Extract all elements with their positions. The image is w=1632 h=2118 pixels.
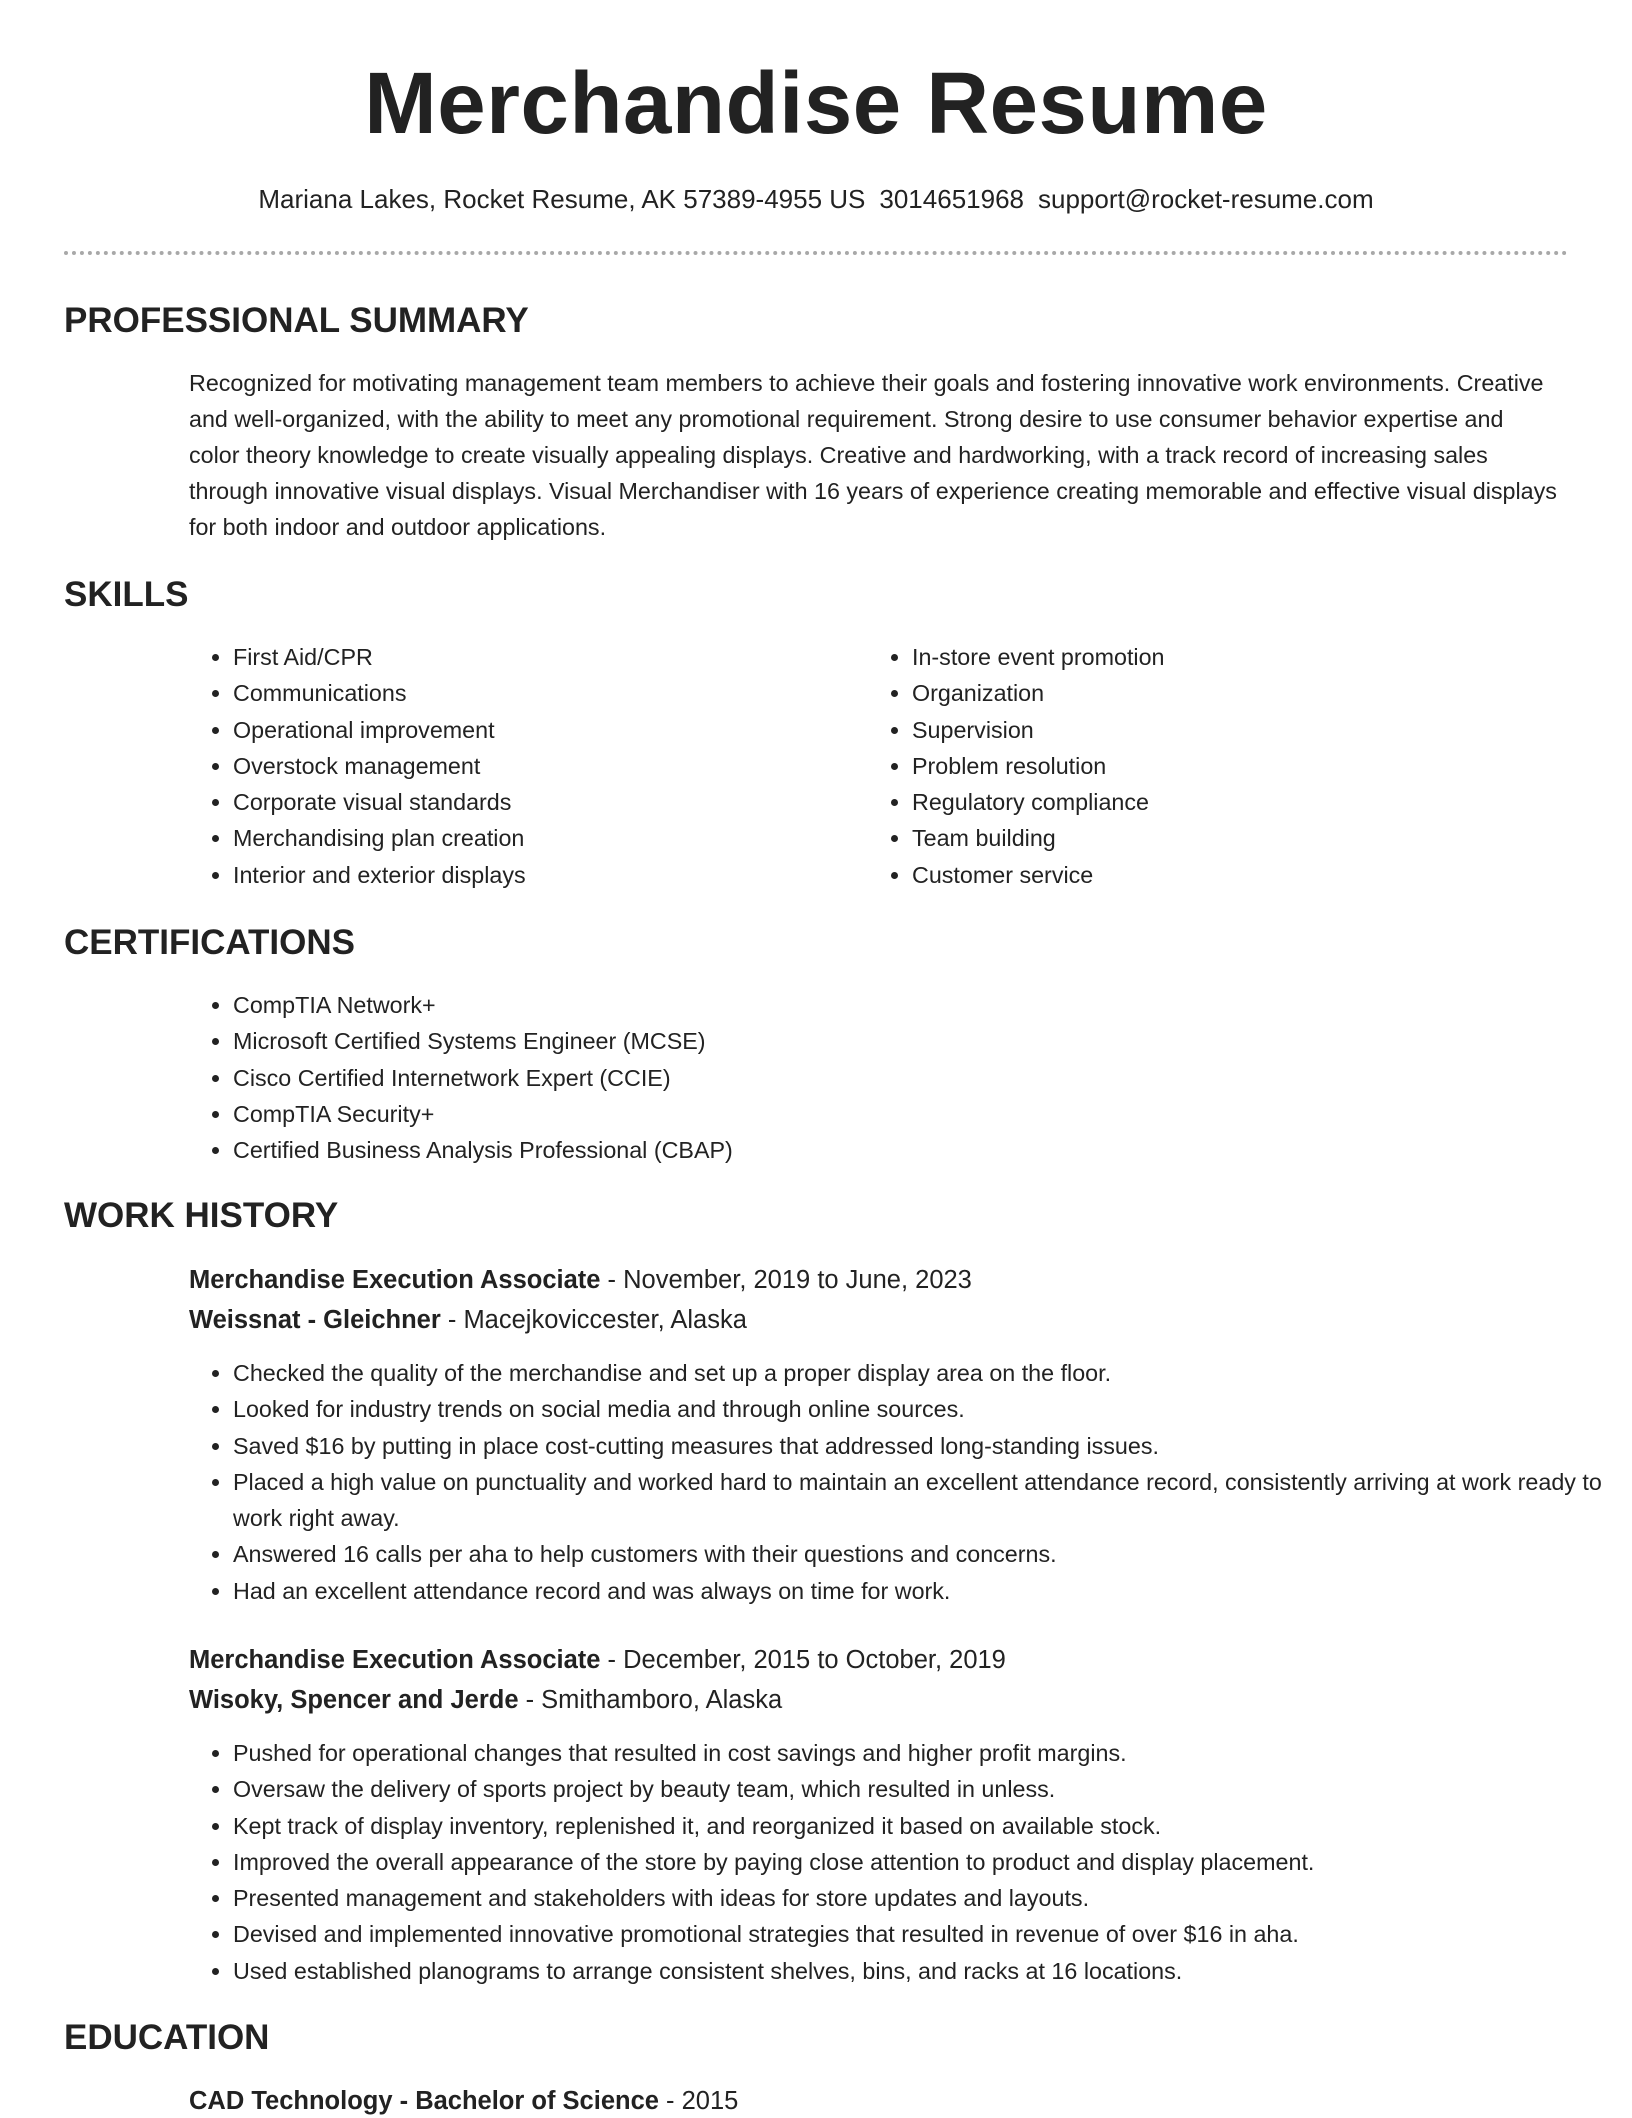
education-year: - 2015 — [658, 2087, 739, 2115]
list-item: • Had an excellent attendance record and was always on time for work. — [233, 1573, 1613, 1609]
certifications-list — [189, 987, 1533, 1168]
list-item: • CompTIA Network+ — [233, 987, 1533, 1023]
list-item: • Answered 16 calls per aha to help customers with their questions and concerns. — [233, 1536, 1613, 1572]
job-company: Weissnat - Gleichner — [189, 1306, 441, 1334]
skills-list-right — [868, 639, 1512, 893]
list-item: • Oversaw the delivery of sports project by beauty team, which resulted in unless. — [233, 1771, 1613, 1807]
list-item: • Overstock management — [233, 748, 833, 784]
job-location: - Smithamboro, Alaska — [518, 1686, 783, 1714]
list-item: • First Aid/CPR — [233, 639, 833, 675]
header-divider — [64, 251, 1568, 255]
list-item: • Certified Business Analysis Professional (CBAP) — [233, 1132, 1533, 1168]
job-company-line — [189, 1683, 782, 1717]
section-title-education: EDUCATION — [64, 2018, 270, 2057]
list-item: • Regulatory compliance — [912, 784, 1512, 820]
section-title-work-history: WORK HISTORY — [64, 1196, 339, 1235]
list-item: • CompTIA Security+ — [233, 1096, 1533, 1132]
list-item: • Checked the quality of the merchandise and set up a proper display area on the floor. — [233, 1355, 1613, 1391]
list-item: • Corporate visual standards — [233, 784, 833, 820]
job-role: Merchandise Execution Associate — [189, 1646, 601, 1674]
education-degree: CAD Technology - Bachelor of Science — [189, 2087, 659, 2115]
list-item: • Cisco Certified Internetwork Expert (CCIE) — [233, 1060, 1533, 1096]
contact-email[interactable]: support@rocket-resume.com — [1038, 184, 1374, 214]
list-item: • Saved $16 by putting in place cost-cutting measures that addressed long-standing issues. — [233, 1428, 1613, 1464]
section-title-skills: SKILLS — [64, 575, 189, 614]
education-line — [189, 2084, 738, 2118]
list-item: • Interior and exterior displays — [233, 857, 833, 893]
job-role: Merchandise Execution Associate — [189, 1266, 601, 1294]
list-item: • Looked for industry trends on social media and through online sources. — [233, 1391, 1613, 1427]
list-item: • Supervision — [912, 712, 1512, 748]
list-item: • In-store event promotion — [912, 639, 1512, 675]
summary-text: Recognized for motivating management team members to achieve their goals and fostering innovative work environments. Creative and well-organized, with the ability to meet any promotional requirement. Strong desire to use consumer behavior expertise and color theory knowledge to create visually appealing displays. Creative and hardworking, with a track record of increasing sales through innovative visual displays. Visual Merchandiser with 16 years of experience creating memorable and effective visual displays for both indoor and outdoor applications. — [189, 370, 1557, 540]
job-company-line — [189, 1303, 747, 1337]
job-location: - Macejkoviccester, Alaska — [440, 1306, 747, 1334]
list-item: • Used established planograms to arrange consistent shelves, bins, and racks at 16 locations. — [233, 1953, 1613, 1989]
list-item: • Team building — [912, 820, 1512, 856]
list-item: • Organization — [912, 675, 1512, 711]
list-item: • Customer service — [912, 857, 1512, 893]
job-bullets — [189, 1735, 1613, 1989]
list-item: • Microsoft Certified Systems Engineer (MCSE) — [233, 1023, 1533, 1059]
resume-name: Merchandise Resume — [364, 55, 1268, 152]
list-item: • Kept track of display inventory, replenished it, and reorganized it based on available stock. — [233, 1808, 1613, 1844]
list-item: • Problem resolution — [912, 748, 1512, 784]
list-item: • Placed a high value on punctuality and worked hard to maintain an excellent attendance record, consistently arriving at work ready to work right away. — [233, 1464, 1613, 1537]
list-item: • Presented management and stakeholders with ideas for store updates and layouts. — [233, 1880, 1613, 1916]
job-company: Wisoky, Spencer and Jerde — [189, 1686, 519, 1714]
job-dates: - December, 2015 to October, 2019 — [600, 1646, 1006, 1674]
list-item: • Merchandising plan creation — [233, 820, 833, 856]
section-title-summary: PROFESSIONAL SUMMARY — [64, 301, 529, 340]
list-item: • Communications — [233, 675, 833, 711]
job-title-line — [189, 1643, 1006, 1677]
list-item: • Pushed for operational changes that resulted in cost savings and higher profit margins. — [233, 1735, 1613, 1771]
contact-line — [0, 182, 1632, 216]
job-bullets — [189, 1355, 1613, 1609]
section-title-certifications: CERTIFICATIONS — [64, 923, 356, 962]
contact-address: Mariana Lakes, Rocket Resume, AK 57389-4955 US — [258, 184, 866, 214]
job-title-line — [189, 1263, 972, 1297]
skills-list-left — [189, 639, 833, 893]
list-item: • Improved the overall appearance of the store by paying close attention to product and display placement. — [233, 1844, 1613, 1880]
list-item: • Devised and implemented innovative promotional strategies that resulted in revenue of over $16 in aha. — [233, 1916, 1613, 1952]
contact-phone: 3014651968 — [879, 184, 1024, 214]
list-item: • Operational improvement — [233, 712, 833, 748]
job-dates: - November, 2019 to June, 2023 — [600, 1266, 972, 1294]
